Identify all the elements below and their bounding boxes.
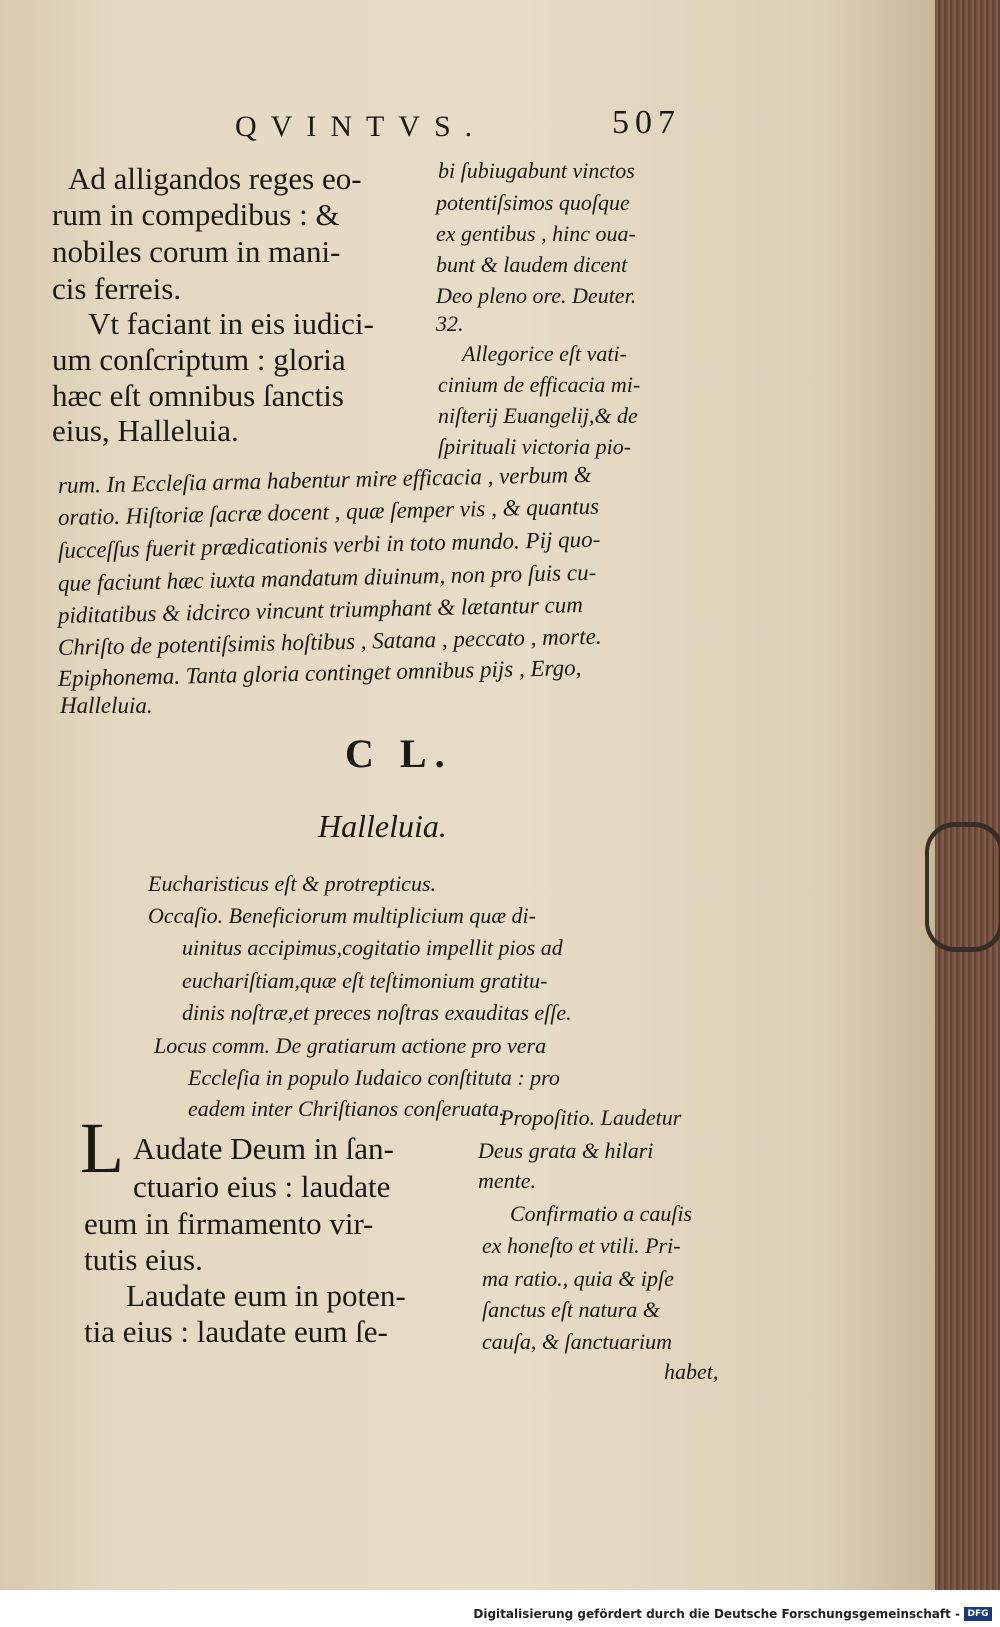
verse-line: rum in compedibus : & (52, 197, 340, 232)
drop-cap: L (80, 1108, 124, 1188)
gloss-line: ſpirituali victoria pio- (438, 434, 632, 459)
psalm-number: C L. (345, 731, 453, 776)
argument-line: Occaſio. Beneficiorum multiplicium quæ di- (148, 903, 536, 928)
gloss-line: 32. (436, 311, 464, 336)
gloss-line: potentiſsimos quoſque (436, 190, 630, 215)
gloss-line: Deus grata & hilari (478, 1138, 654, 1163)
verse-line: Laudate eum in poten- (126, 1278, 406, 1313)
argument-line: Locus comm. De gratiarum actione pro vera (154, 1033, 547, 1058)
gloss-line: habet, (664, 1359, 719, 1384)
commentary-line: piditatibus & idcirco vincunt triumphant & lætantur cum (57, 592, 584, 628)
verse-line: tia eius : laudate eum ſe- (84, 1314, 388, 1349)
psalm-title: Halleluia. (318, 808, 447, 844)
verse-line: um conſcriptum : gloria (52, 342, 346, 377)
verse-line: eius, Halleluia. (52, 413, 239, 448)
gloss-line: niſterij Euangelij,& de (438, 403, 638, 428)
commentary-line: Halleluia. (60, 693, 153, 718)
verse-line: Ad alligandos reges eo- (68, 161, 362, 196)
book-spine (935, 0, 1000, 1590)
commentary-line: rum. In Eccleſia arma habentur mire efficacia , verbum & (57, 461, 592, 498)
gloss-line: mente. (478, 1168, 537, 1193)
argument-line: eadem inter Chriſtianos conſeruata. (188, 1096, 505, 1121)
verse-line: tutis eius. (84, 1242, 203, 1277)
gloss-line: cauſa, & ſanctuarium (482, 1329, 673, 1354)
verse-line: cis ferreis. (52, 271, 182, 306)
commentary-line: Epiphonema. Tanta gloria continget omnibus pijs , Ergo, (57, 655, 582, 691)
argument-line: euchariſtiam,quæ eſt teſtimonium gratitu- (182, 968, 548, 993)
argument-line: uinitus accipimus,cogitatio impellit pios ad (182, 935, 563, 960)
verse-line: eum in firmamento vir- (84, 1206, 374, 1241)
gloss-line: ex honeſto et vtili. Pri- (482, 1233, 681, 1258)
footer-credit: Digitalisierung gefördert durch die Deutsche Forschungsgemeinschaft - (473, 1607, 960, 1621)
running-title: QVINTVS. (235, 110, 487, 143)
gloss-line: Confirmatio a cauſis (510, 1201, 693, 1226)
gloss-line: cinium de efficacia mi- (438, 372, 641, 397)
verse-line: hæc eſt omnibus ſanctis (52, 378, 344, 413)
page-number: 507 (612, 104, 681, 141)
argument-line: Eccleſia in populo Iudaico conſtituta : pro (188, 1065, 560, 1090)
verse-line: Vt faciant in eis iudici- (88, 306, 374, 341)
gloss-line: bi ſubiugabunt vinctos (438, 158, 635, 183)
argument-line: dinis noſtræ,et preces noſtras exauditas eſſe. (182, 1000, 572, 1025)
verse-line: nobiles corum in mani- (52, 234, 341, 269)
verse-line: Audate Deum in ſan- (133, 1131, 394, 1166)
gloss-line: Deo pleno ore. Deuter. (436, 283, 637, 308)
commentary-line: Chriſto de potentiſsimis hoſtibus , Satana , peccato , morte. (57, 623, 602, 660)
gloss-line: Allegorice eſt vati- (462, 341, 627, 366)
page-clip (925, 822, 1000, 952)
gloss-line: ma ratio., quia & ipſe (482, 1266, 674, 1291)
commentary-line: que faciunt hæc iuxta mandatum diuinum, non pro ſuis cu- (57, 559, 597, 596)
argument-line: Eucharisticus eſt & protrepticus. (148, 871, 437, 896)
gloss-line: bunt & laudem dicent (436, 252, 628, 277)
gloss-line: Propoſitio. Laudetur (500, 1105, 682, 1130)
gloss-line: ſanctus eſt natura & (482, 1297, 660, 1322)
verse-line: ctuario eius : laudate (133, 1169, 391, 1204)
gloss-line: ex gentibus , hinc oua- (436, 221, 636, 246)
commentary-line: ſucceſſus fuerit prædicationis verbi in toto mundo. Pij quo- (57, 526, 601, 563)
commentary-line: oratio. Hiſtoriæ ſacræ docent , quæ ſemper vis , & quantus (57, 493, 600, 530)
dfg-logo: DFG (964, 1607, 992, 1621)
